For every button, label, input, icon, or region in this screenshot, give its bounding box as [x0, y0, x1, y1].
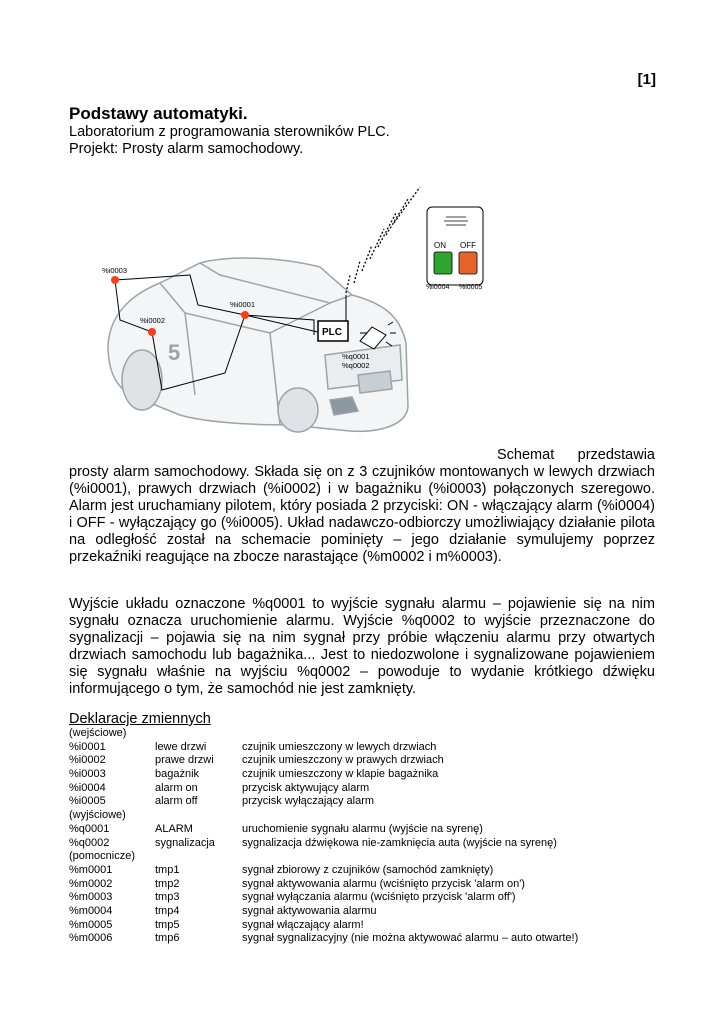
sensor-dot-i0002 — [148, 328, 156, 336]
car-alarm-diagram — [90, 175, 510, 445]
declarations-title: Deklaracje zmiennych — [69, 711, 211, 727]
label-i0005: %i0005 — [459, 284, 483, 291]
table-row: %m0006 tmp6 sygnał sygnalizacyjny (nie można aktywować alarmu – auto otwarte!) — [69, 932, 579, 945]
remote-off-button — [459, 252, 477, 274]
table-row: %i0005 alarm off przycisk wyłączający alarm — [69, 795, 375, 808]
label-i0004: %i0004 — [426, 284, 450, 291]
subtitle-project: Projekt: Prosty alarm samochodowy. — [69, 141, 304, 157]
remote-on-label: ON — [434, 241, 446, 250]
group-label-auxiliary: (pomocnicze) — [69, 850, 136, 863]
declarations-table — [69, 727, 669, 946]
remote-control — [427, 207, 483, 285]
subtitle-lab: Laboratorium z programowania sterowników PLC. — [69, 124, 390, 140]
paragraph-outputs: Wyjście układu oznaczone %q0001 to wyjście sygnału alarmu – pojawienie się na nim sygnału oznacza uruchomienie alarmu. Wyjście %q0002 to wyjście przeznaczone do sygnalizacji – pojawia się na nim sygnał przy próbie włączeniu alarmu przy otwartych drzwiach samochodu lub bagażnika... Jest to niedozwolone i sygnalizowane pojawieniem się sygnału właśnie na wyjściu %q0002 – powoduje to wydanie krótkiego dźwięku informującego o tym, że samochód nie jest zamknięty. — [69, 596, 655, 697]
table-row: %i0003 bagażnik czujnik umieszczony w klapie bagażnika — [69, 768, 439, 781]
table-row: %i0004 alarm on przycisk aktywujący alarm — [69, 781, 370, 794]
label-i0003: %i0003 — [102, 266, 128, 275]
table-row: %q0002 sygnalizacja sygnalizacja dźwiękowa nie-zamknięcia auta (wyjście na syrenę) — [69, 836, 557, 849]
sensor-dot-i0001 — [241, 311, 249, 319]
group-label-outputs: (wyjściowe) — [69, 809, 126, 822]
plc-label: PLC — [322, 327, 342, 338]
table-row: %i0001 lewe drzwi czujnik umieszczony w lewych drzwiach — [69, 740, 437, 753]
label-i0001: %i0001 — [230, 300, 256, 309]
label-q0001: %q0001 — [342, 352, 370, 361]
remote-off-label: OFF — [460, 241, 476, 250]
car-illustration — [108, 258, 408, 432]
table-row: %q0001 ALARM uruchomienie sygnału alarmu (wyjście na syrenę) — [69, 822, 483, 835]
table-row: %m0004 tmp4 sygnał aktywowania alarmu — [69, 904, 377, 917]
sensor-dot-i0003 — [111, 276, 119, 284]
table-row: %m0002 tmp2 sygnał aktywowania alarmu (wciśnięto przycisk 'alarm on') — [69, 877, 525, 890]
label-i0002: %i0002 — [140, 316, 166, 325]
table-row: %m0001 tmp1 sygnał zbiorowy z czujników (samochód zamknięty) — [69, 863, 494, 876]
document-title: Podstawy automatyki. — [69, 104, 248, 123]
group-label-inputs: (wejściowe) — [69, 727, 127, 739]
remote-on-button — [434, 252, 452, 274]
table-row: %m0003 tmp3 sygnał wyłączania alarmu (wciśnięto przycisk 'alarm off') — [69, 891, 516, 904]
paragraph-description: Schemat przedstawia prosty alarm samochodowy. Składa się on z 3 czujników montowanych w lewych drzwiach (%i0001), prawych drzwiach (%i0002) i w bagażniku (%i0003) połączonych szeregowo. Alarm jest uruchamiany pilotem, który posiada 2 przyciski: ON - włączający alarm (%i0004) i OFF - wyłączający go (%i0005). Układ nadawczo-odbiorczy umożliwiający działanie pilota na odległość został na schemacie pominięty – jego działanie symulujemy poprzez przekaźniki reagujące na zbocze narastające (%m0002 i m%0003). — [69, 447, 655, 565]
label-q0002: %q0002 — [342, 361, 370, 370]
table-row: %m0005 tmp5 sygnał włączający alarm! — [69, 918, 364, 931]
page-number: [1] — [637, 71, 656, 88]
signal-waves-icon — [346, 187, 420, 293]
table-row: %i0002 prawe drzwi czujnik umieszczony w prawych drzwiach — [69, 754, 444, 767]
car-number: 5 — [168, 340, 181, 365]
